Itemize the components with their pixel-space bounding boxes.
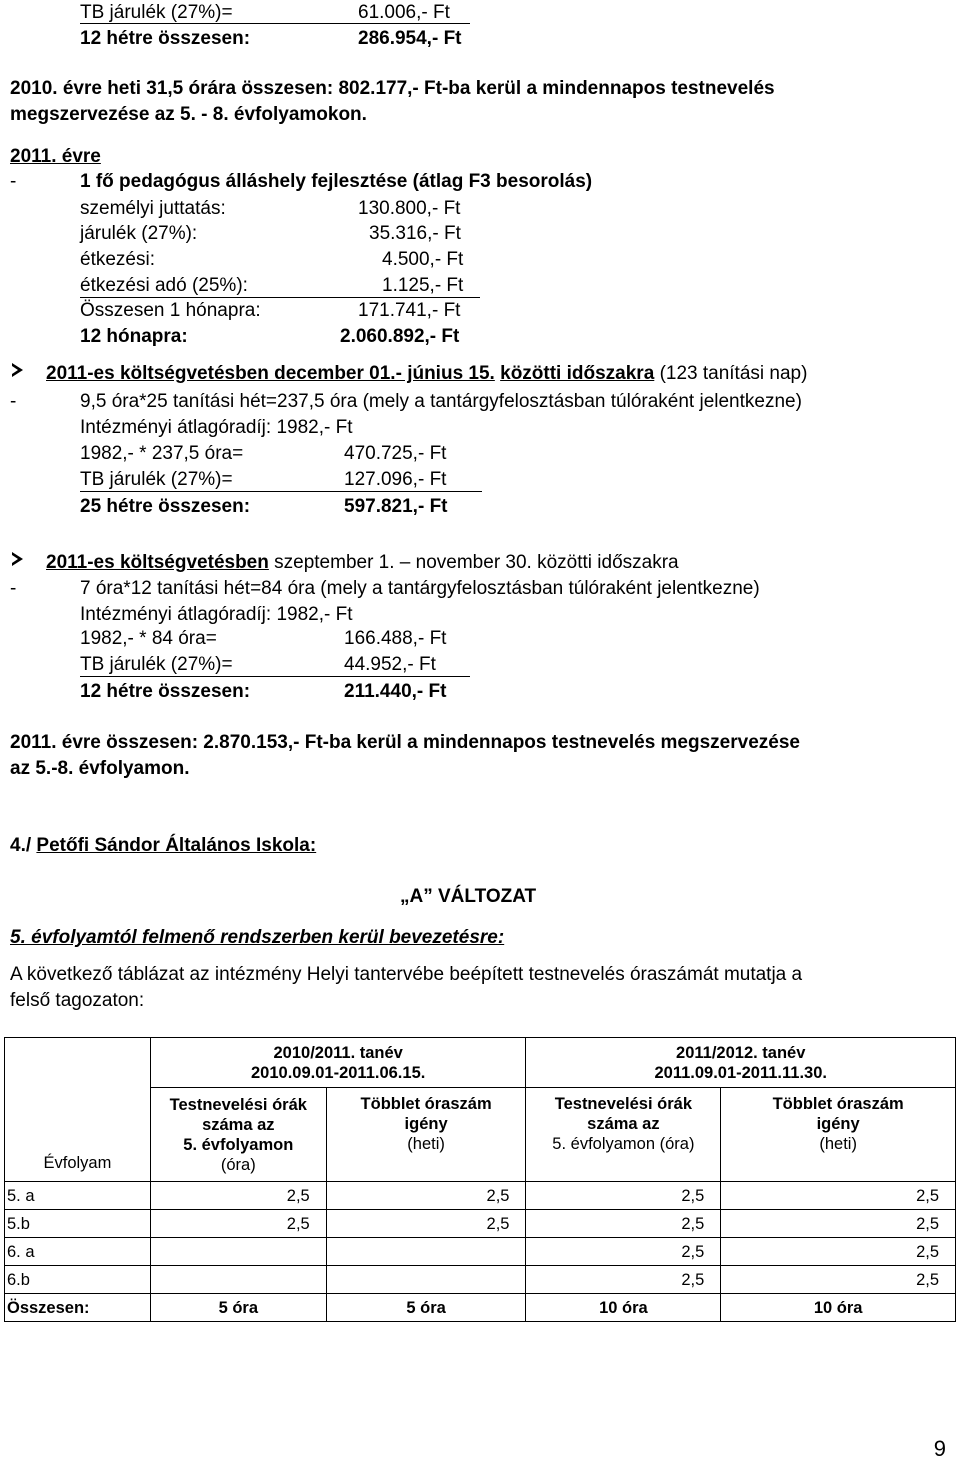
personal-benefits-value: 130.800,- Ft [358,198,461,219]
header-line: igény [816,1115,860,1133]
personal-benefits-label: személyi juttatás: [80,198,226,219]
total-cell: 5 óra [150,1294,326,1322]
sum-rule [80,23,470,24]
period-2-total-value: 211.440,- Ft [344,681,447,702]
dash-bullet: - [10,578,17,599]
header-line: Testnevelési órák [554,1095,693,1113]
period-1-hourly-rate: Intézményi átlagóradíj: 1982,- Ft [80,417,353,438]
tb-contribution-label: TB járulék (27%)= [80,2,233,23]
header-line: (óra) [220,1155,256,1174]
arrow-bullet-icon [12,552,23,566]
meal-label: étkezési: [80,249,155,270]
grade-cell: 5.b [5,1210,151,1238]
period-2-tb-value: 44.952,- Ft [344,654,436,675]
period-2-hourly-rate: Intézményi átlagóradíj: 1982,- Ft [80,604,353,625]
tb-contribution-value: 61.006,- Ft [358,2,450,23]
period-2011-2012-title: 2011/2012. tanév [676,1043,806,1062]
total-2011-line1: 2011. évre összesen: 2.870.153,- Ft-ba kerül a mindennapos testnevelés megszervezése [10,732,800,753]
monthly-total-value: 171.741,- Ft [358,300,461,321]
arrow-bullet-icon [12,363,23,377]
12-months-value: 2.060.892,- Ft [340,326,460,347]
value-cell [326,1238,526,1266]
value-cell [326,1266,526,1294]
period-2-tb-label: TB járulék (27%)= [80,654,233,675]
contribution-value: 35.316,- Ft [369,223,461,244]
value-cell [150,1266,326,1294]
grade-cell: 6. a [5,1238,151,1266]
total-cell: 10 óra [526,1294,721,1322]
table-row [5,1266,956,1294]
total-label-cell: Összesen: [5,1294,151,1322]
period-2011-2012-dates: 2011.09.01-2011.11.30. [654,1063,827,1082]
period-1-total-value: 597.821,- Ft [344,496,448,517]
year-2011-heading: 2011. évre [10,146,101,167]
budget-period-1-heading [46,363,807,385]
header-line: (heti) [819,1135,857,1153]
period-1-tb-label: TB járulék (27%)= [80,469,233,490]
section-number: 4./ [10,835,32,856]
period-2-total-label: 12 hétre összesen: [80,681,251,702]
period-2-hours: 7 óra*12 tanítási hét=84 óra (mely a tantárgyfelosztásban túlóraként jelentkezne) [80,578,760,599]
school-heading [10,835,316,857]
summary-2010-line1: 2010. évre heti 31,5 órára összesen: 802.177,- Ft-ba kerül a mindennapos testnevelés [10,78,775,99]
value-cell: 2,5 [526,1238,721,1266]
value-cell: 2,5 [526,1182,721,1210]
header-line: 5. évfolyamon (óra) [552,1135,695,1153]
sum-rule [80,297,480,298]
period-2010-2011-header [150,1038,526,1088]
value-cell: 2,5 [326,1210,526,1238]
total-cell: 10 óra [721,1294,956,1322]
budget-period-2-heading [46,552,679,574]
12-months-label: 12 hónapra: [80,326,188,347]
dash-bullet: - [10,391,17,412]
sum-rule [80,676,470,677]
grade-column-header: Évfolyam [5,1038,151,1182]
period-1-total-label: 25 hétre összesen: [80,496,251,517]
table-total-row [5,1294,956,1322]
period-1-tb-value: 127.096,- Ft [344,469,447,490]
period-1-dates: 2011-es költségvetésben december 01.- június 15. [46,363,495,384]
extra-hours-2011-header [721,1088,956,1182]
period-2011-2012-header [526,1038,956,1088]
period-1-calc-label: 1982,- * 237,5 óra= [80,443,244,464]
value-cell: 2,5 [721,1210,956,1238]
period-1-calc-value: 470.725,- Ft [344,443,447,464]
12-weeks-total-label: 12 hétre összesen: [80,28,251,49]
header-line: Testnevelési órák [169,1095,307,1114]
value-cell [150,1238,326,1266]
table-row [5,1210,956,1238]
pe-hours-2010-header [150,1088,326,1182]
value-cell: 2,5 [150,1182,326,1210]
meal-tax-label: étkezési adó (25%): [80,275,248,296]
table-row [5,1182,956,1210]
period-1-hours: 9,5 óra*25 tanítási hét=237,5 óra (mely a tantárgyfelosztásban túlóraként jelentkezne) [80,391,802,412]
total-cell: 5 óra [326,1294,526,1322]
header-line: 5. évfolyamon [183,1135,294,1154]
dash-bullet: - [10,171,17,192]
sum-rule [80,491,482,492]
intro-line2: felső tagozaton: [10,990,145,1011]
summary-2010-line2: megszervezése az 5. - 8. évfolyamokon. [10,104,367,125]
value-cell: 2,5 [150,1210,326,1238]
pe-hours-table [4,1037,956,1322]
header-line: (heti) [407,1135,445,1153]
header-line: Többlet óraszám [360,1095,492,1113]
extra-hours-2010-header [326,1088,526,1182]
intro-line1: A következő táblázat az intézmény Helyi tantervébe beépített testnevelés óraszámát mutatja a [10,964,803,985]
grade-cell: 5. a [5,1182,151,1210]
school-name: Petőfi Sándor Általános Iskola: [36,835,317,856]
value-cell: 2,5 [721,1238,956,1266]
meal-tax-value: 1.125,- Ft [382,275,464,296]
period-2-dates: szeptember 1. – november 30. közötti időszakra [274,552,679,573]
variant-heading: „A” VÁLTOZAT [400,886,537,907]
table-row [5,1238,956,1266]
meal-value: 4.500,- Ft [382,249,464,270]
value-cell: 2,5 [721,1266,956,1294]
period-1-days: (123 tanítási nap) [659,363,808,384]
period-2-budget: 2011-es költségvetésben [46,552,269,573]
value-cell: 2,5 [526,1210,721,1238]
value-cell: 2,5 [721,1182,956,1210]
header-line: igény [404,1115,448,1133]
rollout-subheading: 5. évfolyamtól felmenő rendszerben kerül bevezetésre: [10,927,505,948]
period-2010-2011-dates: 2010.09.01-2011.06.15. [251,1063,426,1082]
period-2010-2011-title: 2010/2011. tanév [273,1043,403,1062]
monthly-total-label: Összesen 1 hónapra: [80,300,261,321]
period-2-calc-value: 166.488,- Ft [344,628,447,649]
value-cell: 2,5 [326,1182,526,1210]
grade-cell: 6.b [5,1266,151,1294]
header-line: száma az [202,1115,275,1134]
contribution-label: járulék (27%): [80,223,198,244]
total-2011-line2: az 5.-8. évfolyamon. [10,758,190,779]
period-1-label: közötti időszakra [500,363,655,384]
pe-hours-2011-header [526,1088,721,1182]
page-number: 9 [933,1436,946,1461]
period-2-calc-label: 1982,- * 84 óra= [80,628,217,649]
header-line: száma az [587,1115,660,1133]
value-cell: 2,5 [526,1266,721,1294]
position-development-item: 1 fő pedagógus álláshely fejlesztése (átlag F3 besorolás) [80,171,593,192]
header-line: Többlet óraszám [772,1095,904,1113]
12-weeks-total-value: 286.954,- Ft [358,28,462,49]
